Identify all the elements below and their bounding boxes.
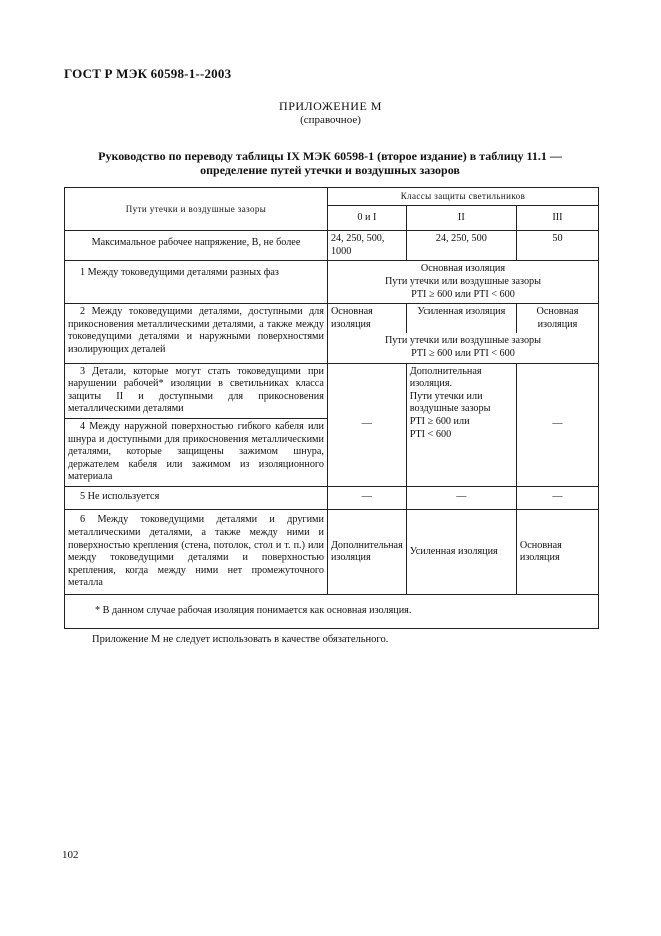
row-1-all-classes (327, 261, 598, 304)
table-header-row (65, 188, 599, 206)
row-3-class-ii-line-1: Дополнительная изоляция. (409, 365, 482, 390)
row-2-all-classes (327, 333, 598, 363)
table-footnote: * В данном случае рабочая изоляция понимается как основная изоляция. (65, 595, 599, 629)
row-1-label: 1 Между токоведущими деталями разных фаз (65, 261, 328, 304)
table-row-2 (65, 304, 599, 334)
row-3-class-ii-line-2: Пути утечки или воздушные зазоры (409, 390, 491, 415)
table-row-3 (65, 363, 599, 418)
table-row-1 (65, 261, 599, 304)
row-2-class-ii: Усиленная изоляция (406, 304, 516, 334)
row-3-class-ii-line-4: PTI < 600 (409, 428, 452, 440)
voltage-class-iii: 50 (516, 231, 598, 261)
row-5-class-0-i: — (327, 486, 406, 510)
row-1-line-2: Пути утечки или воздушные зазоры (384, 275, 541, 287)
row-3-label: 3 Детали, которые могут стать токоведущими при нарушении рабочей* изоляции в светильниках класса защиты II и доступными для прикосновения металлическими деталями (65, 363, 328, 418)
row-1-line-3: PTI ≥ 600 или PTI < 600 (411, 288, 515, 300)
row-2-line-2: Пути утечки или воздушные зазоры (384, 335, 541, 347)
header-paths: Пути утечки и воздушные зазоры (65, 188, 328, 231)
row-3-class-ii-line-3: PTI ≥ 600 или (409, 415, 470, 427)
appendix-title: ПРИЛОЖЕНИЕ М (279, 99, 382, 113)
voltage-label: Максимальное рабочее напряжение, В, не более (65, 231, 328, 261)
document-header: ГОСТ Р МЭК 60598-1--2003 (64, 66, 232, 81)
row-6-class-iii: Основная изоляция (516, 510, 598, 595)
row-5-label: 5 Не используется (65, 486, 328, 510)
row-6-class-0-i: Дополнительная изоляция (327, 510, 406, 595)
table-row-voltage (65, 231, 599, 261)
header-protection-classes: Классы защиты светильников (327, 188, 598, 206)
row-2-label: 2 Между токоведущими деталями, доступными для прикосновения металлическими деталями, а также между токоведущими деталями и наружными поверхностями изолирующих деталей (65, 304, 328, 363)
row-3-4-class-ii (406, 363, 516, 486)
appendix-note: Приложение М не следует использовать в качестве обязательного. (92, 634, 389, 645)
header-class-iii: III (516, 205, 598, 231)
row-2-class-0-i: Основная изоляция (327, 304, 406, 334)
header-class-0-i: 0 и I (327, 205, 406, 231)
table-footnote-row (65, 595, 599, 629)
row-5-class-ii: — (406, 486, 516, 510)
voltage-class-0-i: 24, 250, 500, 1000 (327, 231, 406, 261)
table-title-line-2: определение путей утечки и воздушных зазоров (200, 163, 460, 177)
appendix-subtitle: (справочное) (300, 114, 361, 126)
table-row-5 (65, 486, 599, 510)
voltage-class-ii: 24, 250, 500 (406, 231, 516, 261)
row-2-line-3: PTI ≥ 600 или PTI < 600 (411, 347, 515, 359)
table-title-line-1: Руководство по переводу таблицы IX МЭК 60598-1 (второе издание) в таблицу 11.1 — (98, 149, 562, 163)
row-2-class-iii: Основная изоляция (516, 304, 598, 334)
guidance-table (64, 187, 599, 629)
table-title (62, 149, 598, 177)
row-6-class-ii: Усиленная изоляция (406, 510, 516, 595)
header-class-ii: II (406, 205, 516, 231)
table-row-6 (65, 510, 599, 595)
page-number: 102 (62, 849, 79, 861)
row-4-label: 4 Между наружной поверхностью гибкого кабеля или шнура и доступными для прикосновения металлическими деталями, которые защищены зажимом шнура, держателем кабеля или зажимом из изоляционного материала (65, 418, 328, 486)
row-6-label: 6 Между токоведущими деталями и другими металлическими деталями, а также между ними и поверхностью крепления (стена, потолок, стол и т. п.) или между токоведущими деталями и поверхностью крепления, когда между ними нет промежуточного металла (65, 510, 328, 595)
row-1-line-1: Основная изоляция (420, 263, 506, 275)
row-3-4-class-iii: — (516, 363, 598, 486)
row-3-4-class-0-i: — (327, 363, 406, 486)
row-5-class-iii: — (516, 486, 598, 510)
